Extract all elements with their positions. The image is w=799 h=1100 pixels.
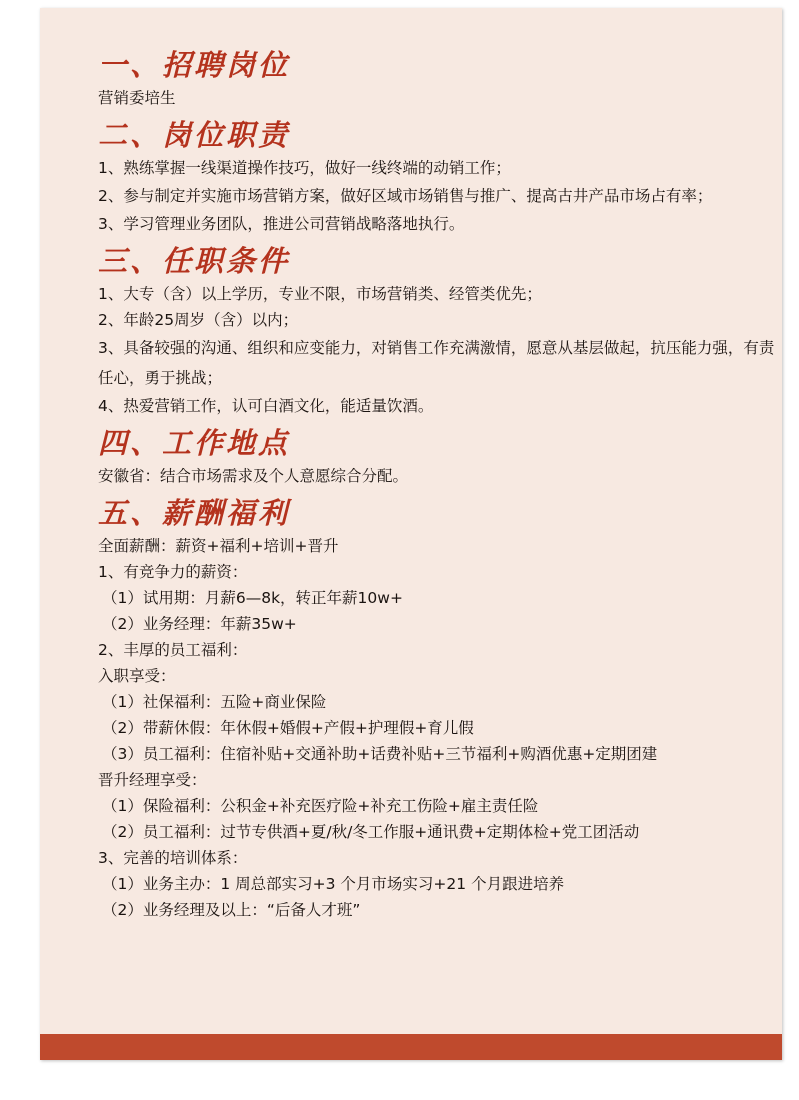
section-title-compensation: 五、薪酬福利 <box>98 496 291 530</box>
duty-item: 2、参与制定并实施市场营销方案，做好区域市场销售与推广、提高古井产品市场占有率； <box>98 187 713 205</box>
benefits-heading: 2、丰厚的员工福利： <box>98 641 248 659</box>
benefits-subheading: 晋升经理享受： <box>98 771 207 789</box>
training-item: （1）业务主办：1 周总部实习+3 个月市场实习+21 个月跟进培养 <box>102 875 565 893</box>
benefit-item: （2）带薪休假：年休假+婚假+产假+护理假+育儿假 <box>102 719 474 737</box>
requirement-item: 1、大专（含）以上学历，专业不限，市场营销类、经管类优先； <box>98 285 542 303</box>
requirement-item: 3、具备较强的沟通、组织和应变能力，对销售工作充满激情，愿意从基层做起，抗压能力强，有责任心，勇于挑战； <box>98 339 775 387</box>
benefit-item: （2）员工福利：过节专供酒+夏/秋/冬工作服+通讯费+定期体检+党工团活动 <box>102 823 640 841</box>
training-item: （2）业务经理及以上：“后备人才班” <box>102 901 361 919</box>
compensation-summary: 全面薪酬：薪资+福利+培训+晋升 <box>98 537 339 555</box>
location-text: 安徽省：结合市场需求及个人意愿综合分配。 <box>98 467 409 485</box>
training-heading: 3、完善的培训体系： <box>98 849 248 867</box>
footer-color-bar <box>40 1034 782 1060</box>
section-title-location: 四、工作地点 <box>98 426 291 460</box>
section-title-requirements: 三、任职条件 <box>98 244 291 278</box>
requirement-item: 4、热爱营销工作，认可白酒文化，能适量饮酒。 <box>98 397 434 415</box>
benefit-item: （3）员工福利：住宿补贴+交通补助+话费补贴+三节福利+购酒优惠+定期团建 <box>102 745 658 763</box>
salary-heading: 1、有竞争力的薪资： <box>98 563 248 581</box>
benefits-subheading: 入职享受： <box>98 667 176 685</box>
duty-item: 1、熟练掌握一线渠道操作技巧，做好一线终端的动销工作； <box>98 159 511 177</box>
salary-item: （2）业务经理：年薪35w+ <box>102 615 297 633</box>
salary-item: （1）试用期：月薪6—8k，转正年薪10w+ <box>102 589 403 607</box>
recruitment-content <box>98 45 778 923</box>
benefit-item: （1）保险福利：公积金+补充医疗险+补充工伤险+雇主责任险 <box>102 797 539 815</box>
position-name: 营销委培生 <box>98 89 176 107</box>
brochure-page <box>40 8 782 1060</box>
section-title-duties: 二、岗位职责 <box>98 118 291 152</box>
benefit-item: （1）社保福利：五险+商业保险 <box>102 693 327 711</box>
section-title-position: 一、招聘岗位 <box>98 48 291 82</box>
duty-item: 3、学习管理业务团队，推进公司营销战略落地执行。 <box>98 215 465 233</box>
requirement-item: 2、年龄25周岁（含）以内； <box>98 311 299 329</box>
